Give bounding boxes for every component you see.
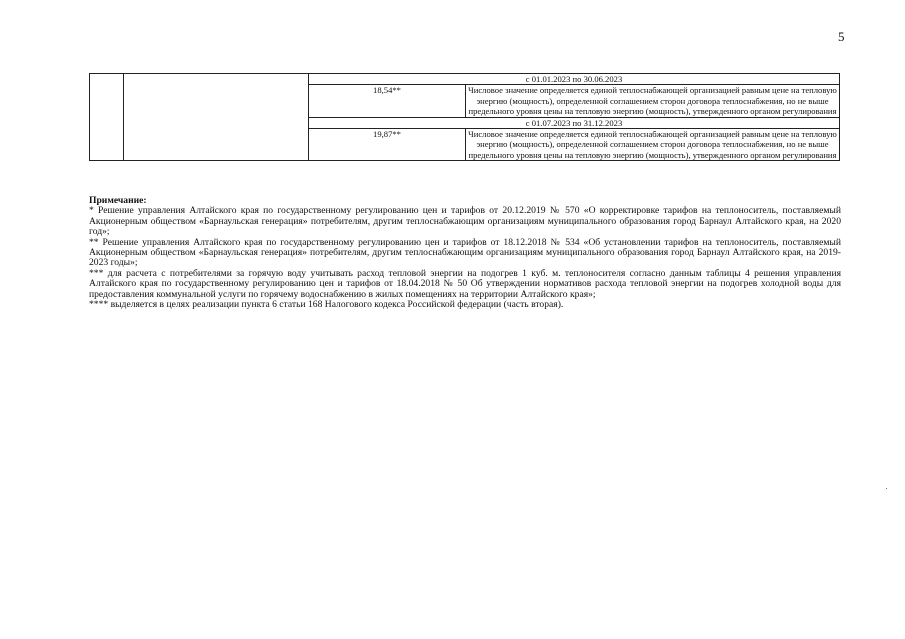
- page-number: 5: [838, 29, 845, 44]
- note-item: *** для расчета с потребителями за горячую воду учитывать расход тепловой энергии на подогрев 1 куб. м. теплоносителя согласно данным таблицы 4 решения управления Алтайского края по государственному регулированию цен и тарифов от 18.04.2018 № 50 Об утверждении нормативов расхода тепловой энергии на подогрев холодной воды для предоставления коммунальной услуги по горячему водоснабжению в жилых помещениях на территории Алтайского края»;: [89, 267, 841, 300]
- empty-cell: [90, 74, 124, 161]
- notes-section: [89, 196, 841, 310]
- tariff-value: 18,54**: [309, 85, 466, 118]
- period-cell: с 01.07.2023 по 31.12.2023: [309, 117, 840, 128]
- note-item: ** Решение управления Алтайского края по государственному регулированию цен и тарифов от 18.12.2018 № 534 «Об установлении тарифов на теплоноситель, поставляемый Акционерным обществом «Барнаульская генерация» потребителям, другим теплоснабжающим организациям муниципального образования город Барнаул Алтайского края, на 2019-2023 годы»;: [89, 236, 841, 269]
- table-row: [90, 74, 840, 85]
- tariff-table: [89, 73, 840, 161]
- note-item: * Решение управления Алтайского края по государственному регулированию цен и тарифов от 20.12.2019 № 570 «О корректировке тарифов на теплоноситель, поставляемый Акционерным обществом «Барнаульская генерация» потребителям, другим теплоснабжающим организациям муниципального образования город Барнаул Алтайского края, на 2020 год»;: [89, 205, 841, 238]
- tariff-value: 19,87**: [309, 128, 466, 161]
- notes-heading: Примечание:: [89, 195, 147, 206]
- scan-speck: [886, 488, 887, 489]
- tariff-description: Числовое значение определяется единой теплоснабжающей организацией равным цене на тепловую энергию (мощность), определенной соглашением сторон договора теплоснабжения, но не выше предельного уровня цены на тепловую энергию (мощность), утвержденного органом регулирования: [466, 128, 840, 161]
- period-cell: с 01.01.2023 по 30.06.2023: [309, 74, 840, 85]
- note-item: **** выделяется в целях реализации пункта 6 статьи 168 Налогового кодекса Российской федерации (часть вторая).: [89, 299, 564, 311]
- empty-cell: [124, 74, 309, 161]
- tariff-description: Числовое значение определяется единой теплоснабжающей организацией равным цене на тепловую энергию (мощность), определенной соглашением сторон договора теплоснабжения, но не выше предельного уровня цены на тепловую энергию (мощность), утвержденного органом регулирования: [466, 85, 840, 118]
